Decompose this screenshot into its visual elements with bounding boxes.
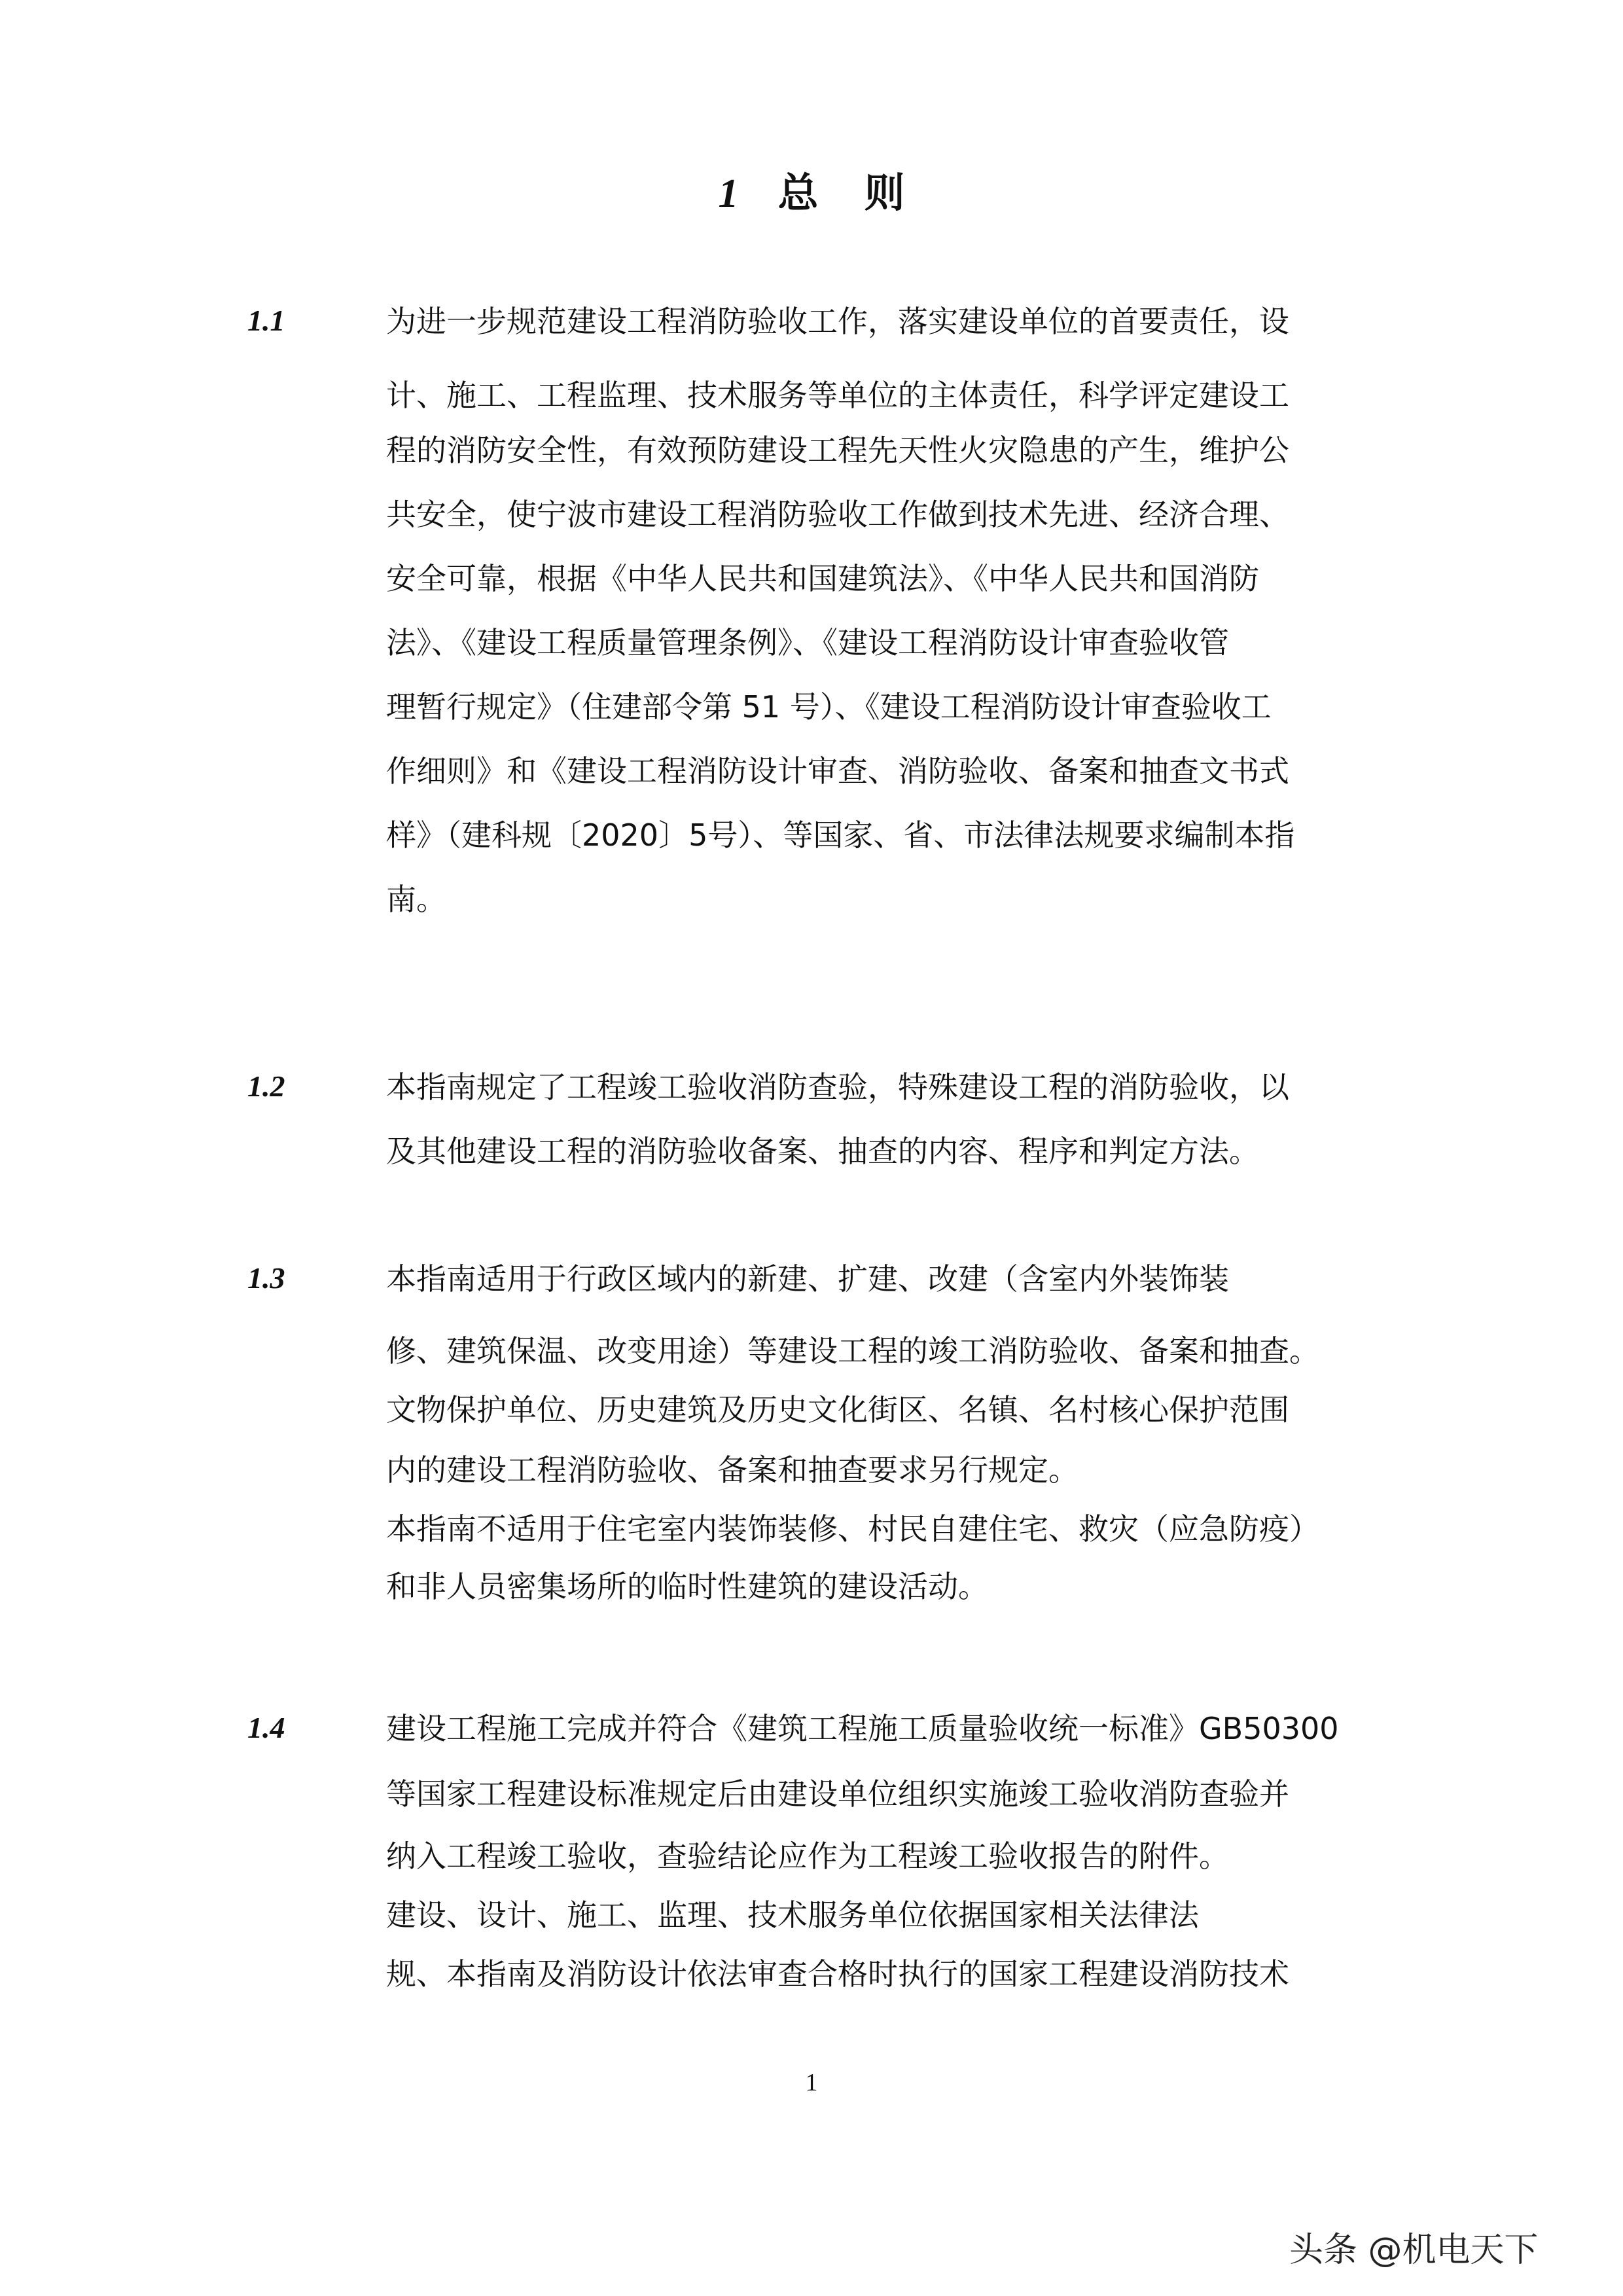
text-line: 作细则》和《建设工程消防设计审查、消防验收、备案和抽查文书式 <box>386 753 1289 789</box>
text-line: 文物保护单位、历史建筑及历史文化街区、名镇、名村核心保护范围 <box>386 1392 1289 1427</box>
text-line: 和非人员密集场所的临时性建筑的建设活动。 <box>386 1569 988 1604</box>
clause-number: 1.3 <box>247 1261 285 1295</box>
chapter-title-part1: 总 <box>777 169 819 217</box>
clause-number: 1.4 <box>247 1711 285 1744</box>
watermark-text: 头条 @机电天下 <box>1289 2231 1539 2270</box>
chapter-number: 1 <box>718 171 739 216</box>
text-line: 建设、设计、施工、监理、技术服务单位依据国家相关法律法 <box>386 1897 1199 1933</box>
text-line: 程的消防安全性，有效预防建设工程先天性火灾隐患的产生，维护公 <box>386 433 1289 468</box>
text-line: 计、施工、工程监理、技术服务等单位的主体责任，科学评定建设工 <box>386 378 1289 413</box>
chapter-title <box>0 160 1623 219</box>
text-line: 样》（建科规〔2020〕5号）、等国家、省、市法律法规要求编制本指 <box>386 817 1295 853</box>
chapter-title-part2: 则 <box>864 169 905 217</box>
clause-number: 1.1 <box>247 304 285 337</box>
text-line: 建设工程施工完成并符合《建筑工程施工质量验收统一标准》GB50300 <box>386 1711 1339 1746</box>
text-line: 本指南不适用于住宅室内装饰装修、村民自建住宅、救灾（应急防疫） <box>386 1511 1319 1547</box>
text-line: 规、本指南及消防设计依法审查合格时执行的国家工程建设消防技术 <box>386 1956 1289 1992</box>
text-line: 法》、《建设工程质量管理条例》、《建设工程消防设计审查验收管 <box>386 625 1229 660</box>
text-line: 本指南规定了工程竣工验收消防查验，特殊建设工程的消防验收，以 <box>386 1069 1289 1105</box>
text-line: 理暂行规定》（住建部令第 51 号）、《建设工程消防设计审查验收工 <box>386 689 1272 725</box>
text-line: 为进一步规范建设工程消防验收工作，落实建设单位的首要责任，设 <box>386 304 1289 339</box>
text-line: 共安全，使宁波市建设工程消防验收工作做到技术先进、经济合理、 <box>386 497 1289 532</box>
text-line: 安全可靠，根据《中华人民共和国建筑法》、《中华人民共和国消防 <box>386 561 1259 596</box>
text-line: 等国家工程建设标准规定后由建设单位组织实施竣工验收消防查验并 <box>386 1776 1289 1812</box>
watermark <box>1289 2222 1539 2271</box>
text-line: 本指南适用于行政区域内的新建、扩建、改建（含室内外装饰装 <box>386 1261 1229 1297</box>
text-line: 及其他建设工程的消防验收备案、抽查的内容、程序和判定方法。 <box>386 1134 1259 1169</box>
clause-number: 1.2 <box>247 1069 285 1103</box>
text-line: 修、建筑保温、改变用途）等建设工程的竣工消防验收、备案和抽查。 <box>386 1333 1319 1369</box>
page-number: 1 <box>805 2069 818 2096</box>
text-line: 内的建设工程消防验收、备案和抽查要求另行规定。 <box>386 1452 1079 1488</box>
text-line: 南。 <box>386 882 446 917</box>
text-line: 纳入工程竣工验收，查验结论应作为工程竣工验收报告的附件。 <box>386 1839 1229 1874</box>
